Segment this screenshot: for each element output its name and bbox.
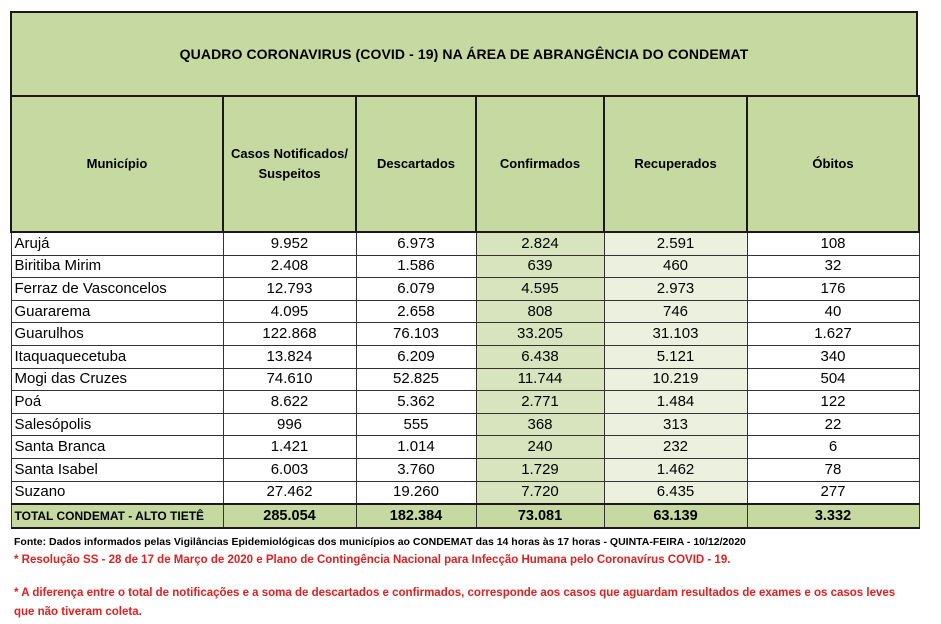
cell-confirmados: 1.729 (476, 458, 604, 481)
table-row (11, 278, 919, 301)
table-row (11, 232, 919, 255)
cell-obitos: 176 (747, 278, 919, 301)
cell-confirmados: 6.438 (476, 345, 604, 368)
cell-casos: 74.610 (223, 368, 356, 391)
cell-obitos: 277 (747, 481, 919, 504)
cell-obitos: 78 (747, 458, 919, 481)
cell-recuperados: 232 (604, 436, 747, 459)
cell-casos: 2.408 (223, 255, 356, 278)
table-row (11, 458, 919, 481)
table-row (11, 481, 919, 504)
table-row (11, 255, 919, 278)
cell-recuperados: 2.591 (604, 232, 747, 255)
cell-recuperados: 2.973 (604, 278, 747, 301)
cell-obitos: 122 (747, 391, 919, 414)
cell-casos: 6.003 (223, 458, 356, 481)
cell-confirmados: 808 (476, 300, 604, 323)
cell-casos: 4.095 (223, 300, 356, 323)
cell-recuperados: 63.139 (604, 504, 747, 528)
cell-municipio: Suzano (11, 481, 223, 504)
cell-descartados: 6.079 (356, 278, 476, 301)
cell-recuperados: 746 (604, 300, 747, 323)
cell-obitos: 108 (747, 232, 919, 255)
cell-casos: 27.462 (223, 481, 356, 504)
cell-casos: 122.868 (223, 323, 356, 346)
header-obitos: Óbitos (747, 96, 919, 232)
cell-municipio: Guarulhos (11, 323, 223, 346)
header-casos (223, 96, 356, 232)
cell-municipio: Mogi das Cruzes (11, 368, 223, 391)
cell-recuperados: 31.103 (604, 323, 747, 346)
cell-obitos: 6 (747, 436, 919, 459)
cell-recuperados: 460 (604, 255, 747, 278)
cell-descartados: 6.973 (356, 232, 476, 255)
difference-note: * A diferença entre o total de notificações e a soma de descartados e confirmados, corresponde aos casos que aguardam resultados de exames e os casos leves que não tiveram coleta. (14, 587, 896, 618)
cell-descartados: 6.209 (356, 345, 476, 368)
table-row (11, 368, 919, 391)
cell-casos: 9.952 (223, 232, 356, 255)
cell-municipio: Santa Branca (11, 436, 223, 459)
cell-municipio: Itaquaquecetuba (11, 345, 223, 368)
cell-obitos: 40 (747, 300, 919, 323)
table-title: QUADRO CORONAVIRUS (COVID - 19) NA ÁREA DE ABRANGÊNCIA DO CONDEMAT (10, 11, 918, 95)
cell-municipio: Guararema (11, 300, 223, 323)
table-row (11, 345, 919, 368)
table-row (11, 323, 919, 346)
cell-descartados: 1.014 (356, 436, 476, 459)
cell-casos: 12.793 (223, 278, 356, 301)
cell-descartados: 555 (356, 413, 476, 436)
cell-confirmados: 2.824 (476, 232, 604, 255)
covid-data-table (10, 95, 920, 529)
cell-confirmados: 240 (476, 436, 604, 459)
cell-confirmados: 368 (476, 413, 604, 436)
table-row (11, 413, 919, 436)
header-casos-line2: Suspeitos (258, 166, 321, 181)
cell-descartados: 19.260 (356, 481, 476, 504)
header-row (11, 96, 919, 232)
cell-obitos: 32 (747, 255, 919, 278)
cell-confirmados: 73.081 (476, 504, 604, 528)
cell-descartados: 3.760 (356, 458, 476, 481)
cell-recuperados: 1.484 (604, 391, 747, 414)
cell-casos: 285.054 (223, 504, 356, 528)
cell-confirmados: 33.205 (476, 323, 604, 346)
cell-descartados: 2.658 (356, 300, 476, 323)
cell-municipio: TOTAL CONDEMAT - ALTO TIETÊ (11, 504, 223, 528)
source-note: Fonte: Dados informados pelas Vigilâncias Epidemiológicas dos municípios ao CONDEMAT das 14 horas às 17 horas - QUINTA-FEIRA - 10/12/2020 (14, 536, 746, 548)
cell-confirmados: 2.771 (476, 391, 604, 414)
cell-descartados: 1.586 (356, 255, 476, 278)
cell-municipio: Arujá (11, 232, 223, 255)
cell-obitos: 1.627 (747, 323, 919, 346)
cell-confirmados: 7.720 (476, 481, 604, 504)
cell-casos: 1.421 (223, 436, 356, 459)
header-descartados: Descartados (356, 96, 476, 232)
header-confirmados: Confirmados (476, 96, 604, 232)
cell-obitos: 3.332 (747, 504, 919, 528)
cell-obitos: 22 (747, 413, 919, 436)
table-row (11, 391, 919, 414)
cell-municipio: Salesópolis (11, 413, 223, 436)
cell-descartados: 76.103 (356, 323, 476, 346)
cell-obitos: 504 (747, 368, 919, 391)
cell-obitos: 340 (747, 345, 919, 368)
cell-descartados: 182.384 (356, 504, 476, 528)
cell-recuperados: 6.435 (604, 481, 747, 504)
cell-casos: 8.622 (223, 391, 356, 414)
cell-confirmados: 4.595 (476, 278, 604, 301)
table-row (11, 300, 919, 323)
total-row (11, 504, 919, 528)
cell-casos: 13.824 (223, 345, 356, 368)
header-municipio: Município (11, 96, 223, 232)
cell-confirmados: 11.744 (476, 368, 604, 391)
cell-recuperados: 5.121 (604, 345, 747, 368)
header-recuperados: Recuperados (604, 96, 747, 232)
cell-municipio: Santa Isabel (11, 458, 223, 481)
cell-recuperados: 1.462 (604, 458, 747, 481)
table-row (11, 436, 919, 459)
cell-municipio: Ferraz de Vasconcelos (11, 278, 223, 301)
cell-recuperados: 313 (604, 413, 747, 436)
resolution-note: * Resolução SS - 28 de 17 de Março de 2020 e Plano de Contingência Nacional para Infecção Humana pelo Coronavírus COVID - 19. (14, 554, 731, 566)
cell-municipio: Poá (11, 391, 223, 414)
cell-confirmados: 639 (476, 255, 604, 278)
cell-recuperados: 10.219 (604, 368, 747, 391)
cell-descartados: 52.825 (356, 368, 476, 391)
cell-casos: 996 (223, 413, 356, 436)
cell-descartados: 5.362 (356, 391, 476, 414)
covid-table-sheet (10, 11, 918, 529)
header-casos-line1: Casos Notificados/ (230, 146, 349, 161)
cell-municipio: Biritiba Mirim (11, 255, 223, 278)
